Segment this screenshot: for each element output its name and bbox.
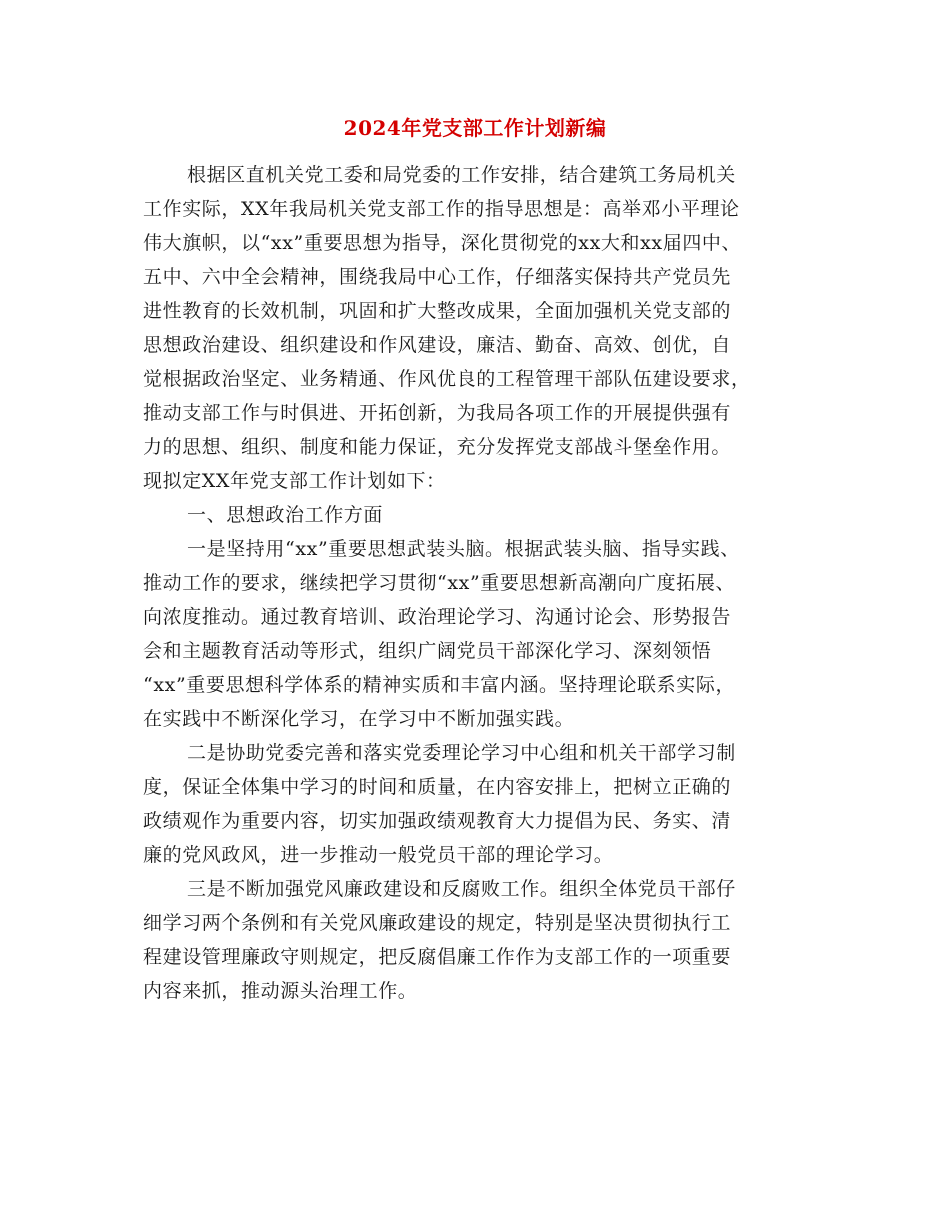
- document-body: [143, 158, 843, 1008]
- text-line: 政绩观作为重要内容，切实加强政绩观教育大力提倡为民、务实、清: [143, 810, 732, 832]
- text-line: 二是协助党委完善和落实党委理论学习中心组和机关干部学习制: [187, 742, 736, 764]
- text-line: 三是不断加强党风廉政建设和反腐败工作。组织全体党员干部仔: [187, 878, 736, 900]
- text-line: 进性教育的长效机制，巩固和扩大整改成果，全面加强机关党支部的: [143, 300, 732, 322]
- text-line: 五中、六中全会精神，围绕我局中心工作，仔细落实保持共产党员先: [143, 266, 732, 288]
- text-line: 一、思想政治工作方面: [187, 504, 384, 526]
- text-line: 根据区直机关党工委和局党委的工作安排，结合建筑工务局机关: [187, 164, 736, 186]
- text-line: 现拟定XX年党支部工作计划如下：: [143, 470, 446, 492]
- text-line: 推动支部工作与时俱进、开拓创新，为我局各项工作的开展提供强有: [143, 402, 732, 424]
- text-line: 一是坚持用“xx”重要思想武装头脑。根据武装头脑、指导实践、: [187, 538, 740, 560]
- text-line: 细学习两个条例和有关党风廉政建设的规定，特别是坚决贯彻执行工: [143, 912, 732, 934]
- text-line: 廉的党风政风，进一步推动一般党员干部的理论学习。: [143, 844, 614, 866]
- text-line: 伟大旗帜，以“xx”重要思想为指导，深化贯彻党的xx大和xx届四中、: [143, 232, 742, 254]
- text-line: 工作实际，XX年我局机关党支部工作的指导思想是：高举邓小平理论: [143, 198, 740, 220]
- text-line: 会和主题教育活动等形式，组织广阔党员干部深化学习、深刻领悟: [143, 640, 712, 662]
- text-line: 推动工作的要求，继续把学习贯彻“xx”重要思想新高潮向广度拓展、: [143, 572, 736, 594]
- text-line: 力的思想、组织、制度和能力保证，充分发挥党支部战斗堡垒作用。: [143, 436, 732, 458]
- text-line: 觉根据政治坚定、业务精通、作风优良的工程管理干部队伍建设要求，: [143, 368, 751, 390]
- document-title: 2024年党支部工作计划新编: [343, 116, 607, 140]
- text-line: 度，保证全体集中学习的时间和质量，在内容安排上，把树立正确的: [143, 776, 732, 798]
- text-line: 内容来抓，推动源头治理工作。: [143, 980, 418, 1002]
- text-line: “xx”重要思想科学体系的精神实质和丰富内涵。坚持理论联系实际，: [143, 674, 736, 696]
- text-line: 向浓度推动。通过教育培训、政治理论学习、沟通讨论会、形势报告: [143, 606, 732, 628]
- text-line: 思想政治建设、组织建设和作风建设，廉洁、勤奋、高效、创优，自: [143, 334, 732, 356]
- text-line: 在实践中不断深化学习，在学习中不断加强实践。: [143, 708, 575, 730]
- text-line: 程建设管理廉政守则规定，把反腐倡廉工作作为支部工作的一项重要: [143, 946, 732, 968]
